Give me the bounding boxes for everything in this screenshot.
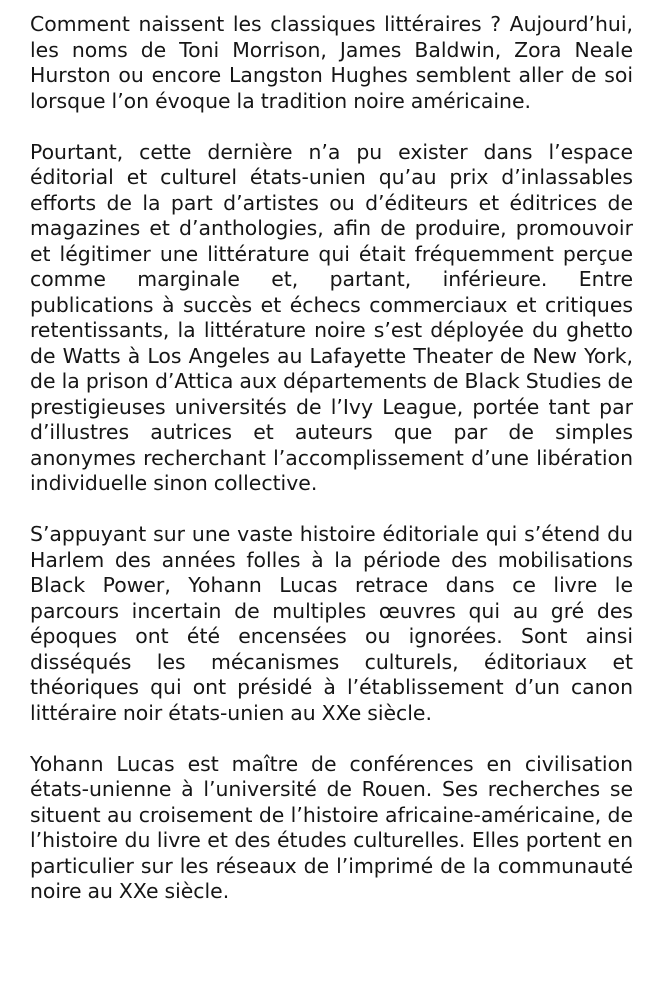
paragraph-summary: S’appuyant sur une vaste histoire éditoriale qui s’étend du Harlem des années folles à la période des mobilisations Black Power, Yohann Lucas retrace dans ce livre le parcours incertain de multiples œuvres qui au gré des époques ont été encensées ou ignorées. Sont ainsi disséqués les mécanismes culturels, éditoriaux et théoriques qui ont présidé à l’établissement d’un canon littéraire noir états-unien au XXe siècle. [30, 522, 633, 725]
paragraph-context: Pourtant, cette dernière n’a pu exister dans l’espace éditorial et culturel états-unien qu’au prix d’inlassables efforts de la part d’artistes ou d’éditeurs et éditrices de magazines et d’anthologies, afin de produire, promouvoir et légitimer une littérature qui était fréquemment perçue comme marginale et, partant, inférieure. Entre publications à succès et échecs commerciaux et critiques retentissants, la littérature noire s’est déployée du ghetto de Watts à Los Angeles au Lafayette Theater de New York, de la prison d’Attica aux départements de Black Studies de prestigieuses universités de l’Ivy League, portée tant par d’illustres autrices et auteurs que par de simples anonymes recherchant l’accomplissement d’une libération individuelle sinon collective. [30, 139, 633, 495]
document-body [30, 12, 633, 905]
paragraph-author-bio: Yohann Lucas est maître de conférences en civilisation états-unienne à l’université de Rouen. Ses recherches se situent au croisement de l’histoire africaine-américaine, de l’histoire du livre et des études culturelles. Elles portent en particulier sur les réseaux de l’imprimé de la communauté noire au XXe siècle. [30, 751, 633, 903]
paragraph-intro: Comment naissent les classiques littéraires ? Aujourd’hui, les noms de Toni Morrison, James Baldwin, Zora Neale Hurston ou encore Langston Hughes semblent aller de soi lorsque l’on évoque la tradition noire américaine. [30, 12, 633, 113]
